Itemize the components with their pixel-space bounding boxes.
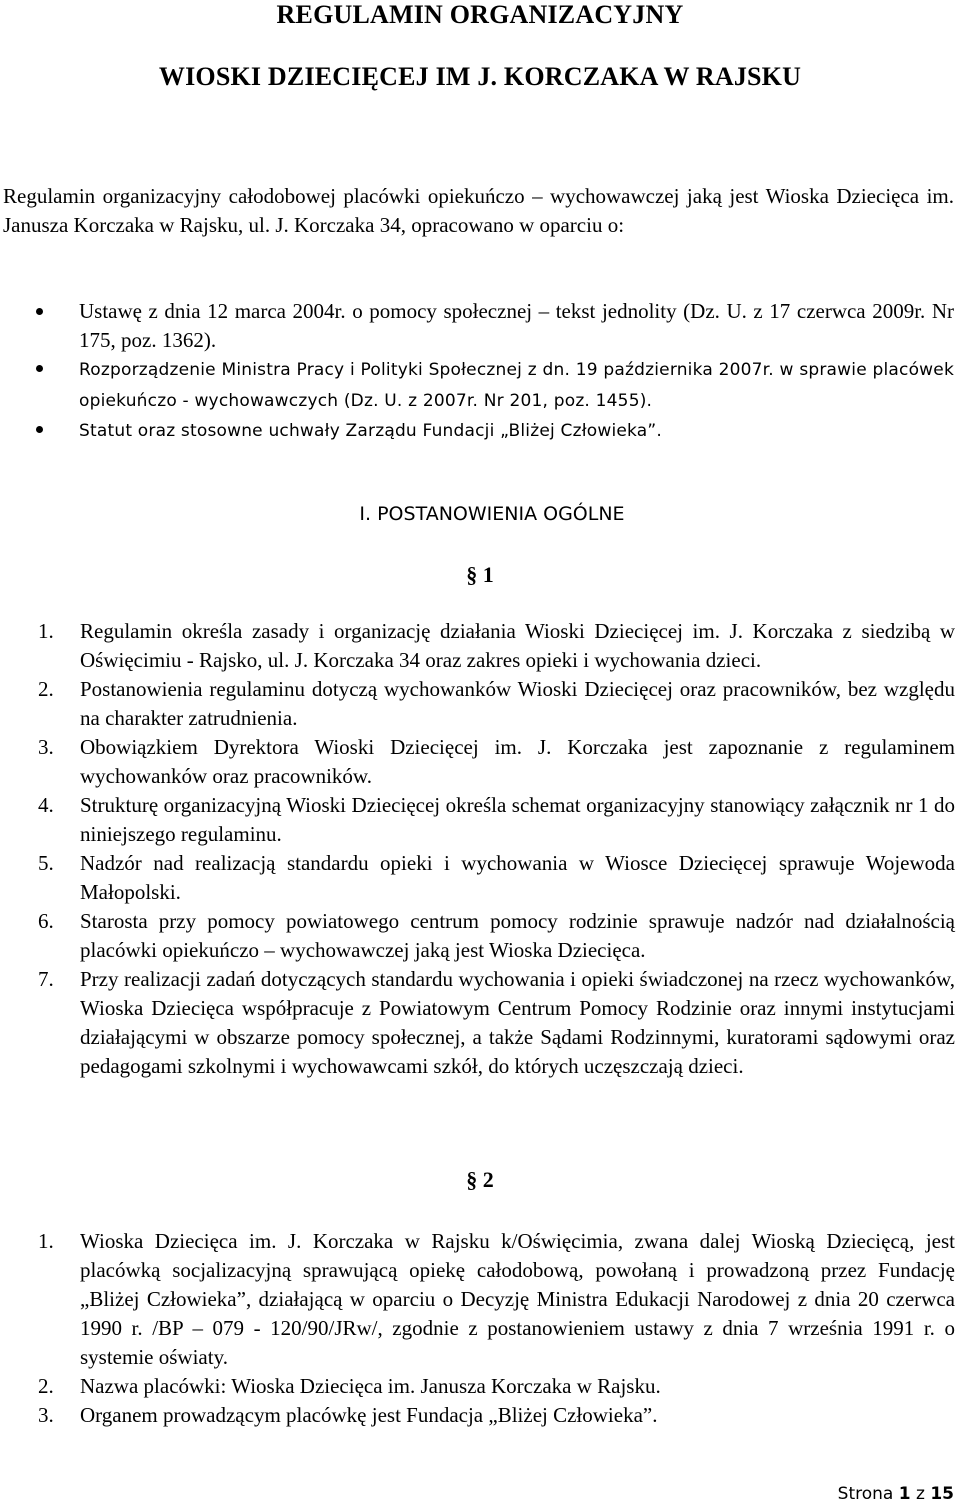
item-text: Wioska Dziecięca im. J. Korczaka w Rajsku k/Oświęcimia, zwana dalej Wioską Dziecięcą, jest placówką socjalizacyjną sprawującą opiekę całodobową, powołaną i prowadzoną przez Fundację „Bliżej Człowieka”, działającą w oparciu o Decyzję Ministra Edukacji Narodowej z dnia 20 czerwca 1990 r. /BP – 079 - 120/90/JRw/, zgodnie z postanowieniem ustawy z dnia 7 września 1991 r. o systemie oświaty. [80, 1229, 955, 1369]
bullet-icon [36, 365, 43, 372]
page-total: 15 [930, 1484, 954, 1504]
legal-basis-item [3, 297, 954, 354]
paragraph-1-list [0, 617, 955, 1081]
page-label: Strona [837, 1484, 894, 1504]
intro-paragraph: Regulamin organizacyjny całodobowej placówki opiekuńczo – wychowawczej jaką jest Wioska Dziecięca im. Janusza Korczaka w Rajsku, ul. J. Korczaka 34, opracowano w oparciu o: [3, 184, 954, 237]
list-item [0, 791, 955, 849]
item-number: 2. [38, 677, 54, 701]
list-item [0, 733, 955, 791]
item-number: 2. [38, 1374, 54, 1398]
item-text: Nadzór nad realizacją standardu opieki i wychowania w Wiosce Dziecięcej sprawuje Wojewoda Małopolski. [80, 851, 955, 904]
item-text: Regulamin określa zasady i organizację działania Wioski Dziecięcej im. J. Korczaka z siedzibą w Oświęcimiu - Rajsko, ul. J. Korczaka 34 oraz zakres opieki i wychowania dzieci. [80, 619, 955, 672]
item-text: Starosta przy pomocy powiatowego centrum pomocy rodzinie sprawuje nadzór nad działalnością placówki opiekuńczo – wychowawczej jaką jest Wioska Dziecięca. [80, 909, 955, 962]
legal-basis-text: Ustawę z dnia 12 marca 2004r. o pomocy społecznej – tekst jednolity (Dz. U. z 17 czerwca 2009r. Nr 175, poz. 1362). [79, 299, 954, 352]
legal-basis-text: Rozporządzenie Ministra Pracy i Polityki Społecznej z dn. 19 października 2007r. w sprawie placówek opiekuńczo - wychowawczych (Dz. U. z 2007r. Nr 201, poz. 1455). [79, 360, 954, 411]
item-number: 1. [38, 619, 54, 643]
document-title-line1: REGULAMIN ORGANIZACYJNY [276, 0, 684, 29]
list-item [0, 617, 955, 675]
item-text: Organem prowadzącym placówkę jest Fundacja „Bliżej Człowieka”. [80, 1403, 658, 1427]
item-text: Postanowienia regulaminu dotyczą wychowanków Wioski Dziecięcej oraz pracowników, bez względu na charakter zatrudnienia. [80, 677, 955, 730]
list-item [0, 1372, 955, 1401]
item-number: 1. [38, 1229, 54, 1253]
legal-basis-item [3, 415, 954, 446]
item-number: 5. [38, 851, 54, 875]
item-number: 7. [38, 967, 54, 991]
list-item [0, 965, 955, 1081]
bullet-icon [36, 426, 43, 433]
page-footer [838, 1484, 954, 1504]
item-text: Strukturę organizacyjną Wioski Dziecięcej określa schemat organizacyjny stanowiący załącznik nr 1 do niniejszego regulaminu. [80, 793, 955, 846]
item-text: Przy realizacji zadań dotyczących standardu wychowania i opieki świadczonej na rzecz wychowanków, Wioska Dziecięca współpracuje z Powiatowym Centrum Pomocy Rodzinie oraz innymi instytucjami działającymi w obszarze pomocy społecznej, a także Sądami Rodzinnymi, kuratorami sądowymi oraz pedagogami szkolnymi i wychowawcami szkół, do których uczęszczają dzieci. [80, 967, 955, 1078]
page-of: z [915, 1484, 925, 1504]
section-heading: I. POSTANOWIENIA OGÓLNE [359, 503, 625, 525]
item-text: Obowiązkiem Dyrektora Wioski Dziecięcej im. J. Korczaka jest zapoznanie z regulaminem wychowanków oraz pracowników. [80, 735, 955, 788]
item-number: 3. [38, 735, 54, 759]
list-item [0, 849, 955, 907]
list-item [0, 1401, 955, 1430]
legal-basis-list [3, 297, 954, 446]
paragraph-mark-1: § 1 [466, 562, 494, 587]
page-current: 1 [898, 1484, 911, 1504]
list-item [0, 1227, 955, 1372]
list-item [0, 907, 955, 965]
item-number: 3. [38, 1403, 54, 1427]
item-number: 6. [38, 909, 54, 933]
bullet-icon [36, 308, 43, 315]
paragraph-2-list [0, 1227, 955, 1430]
list-item [0, 675, 955, 733]
document-title-line2: WIOSKI DZIECIĘCEJ IM J. KORCZAKA W RAJSKU [158, 62, 802, 91]
item-number: 4. [38, 793, 54, 817]
paragraph-mark-2: § 2 [466, 1167, 494, 1192]
item-text: Nazwa placówki: Wioska Dziecięca im. Janusza Korczaka w Rajsku. [80, 1374, 661, 1398]
legal-basis-text: Statut oraz stosowne uchwały Zarządu Fundacji „Bliżej Człowieka”. [79, 421, 663, 441]
legal-basis-item [3, 354, 954, 415]
